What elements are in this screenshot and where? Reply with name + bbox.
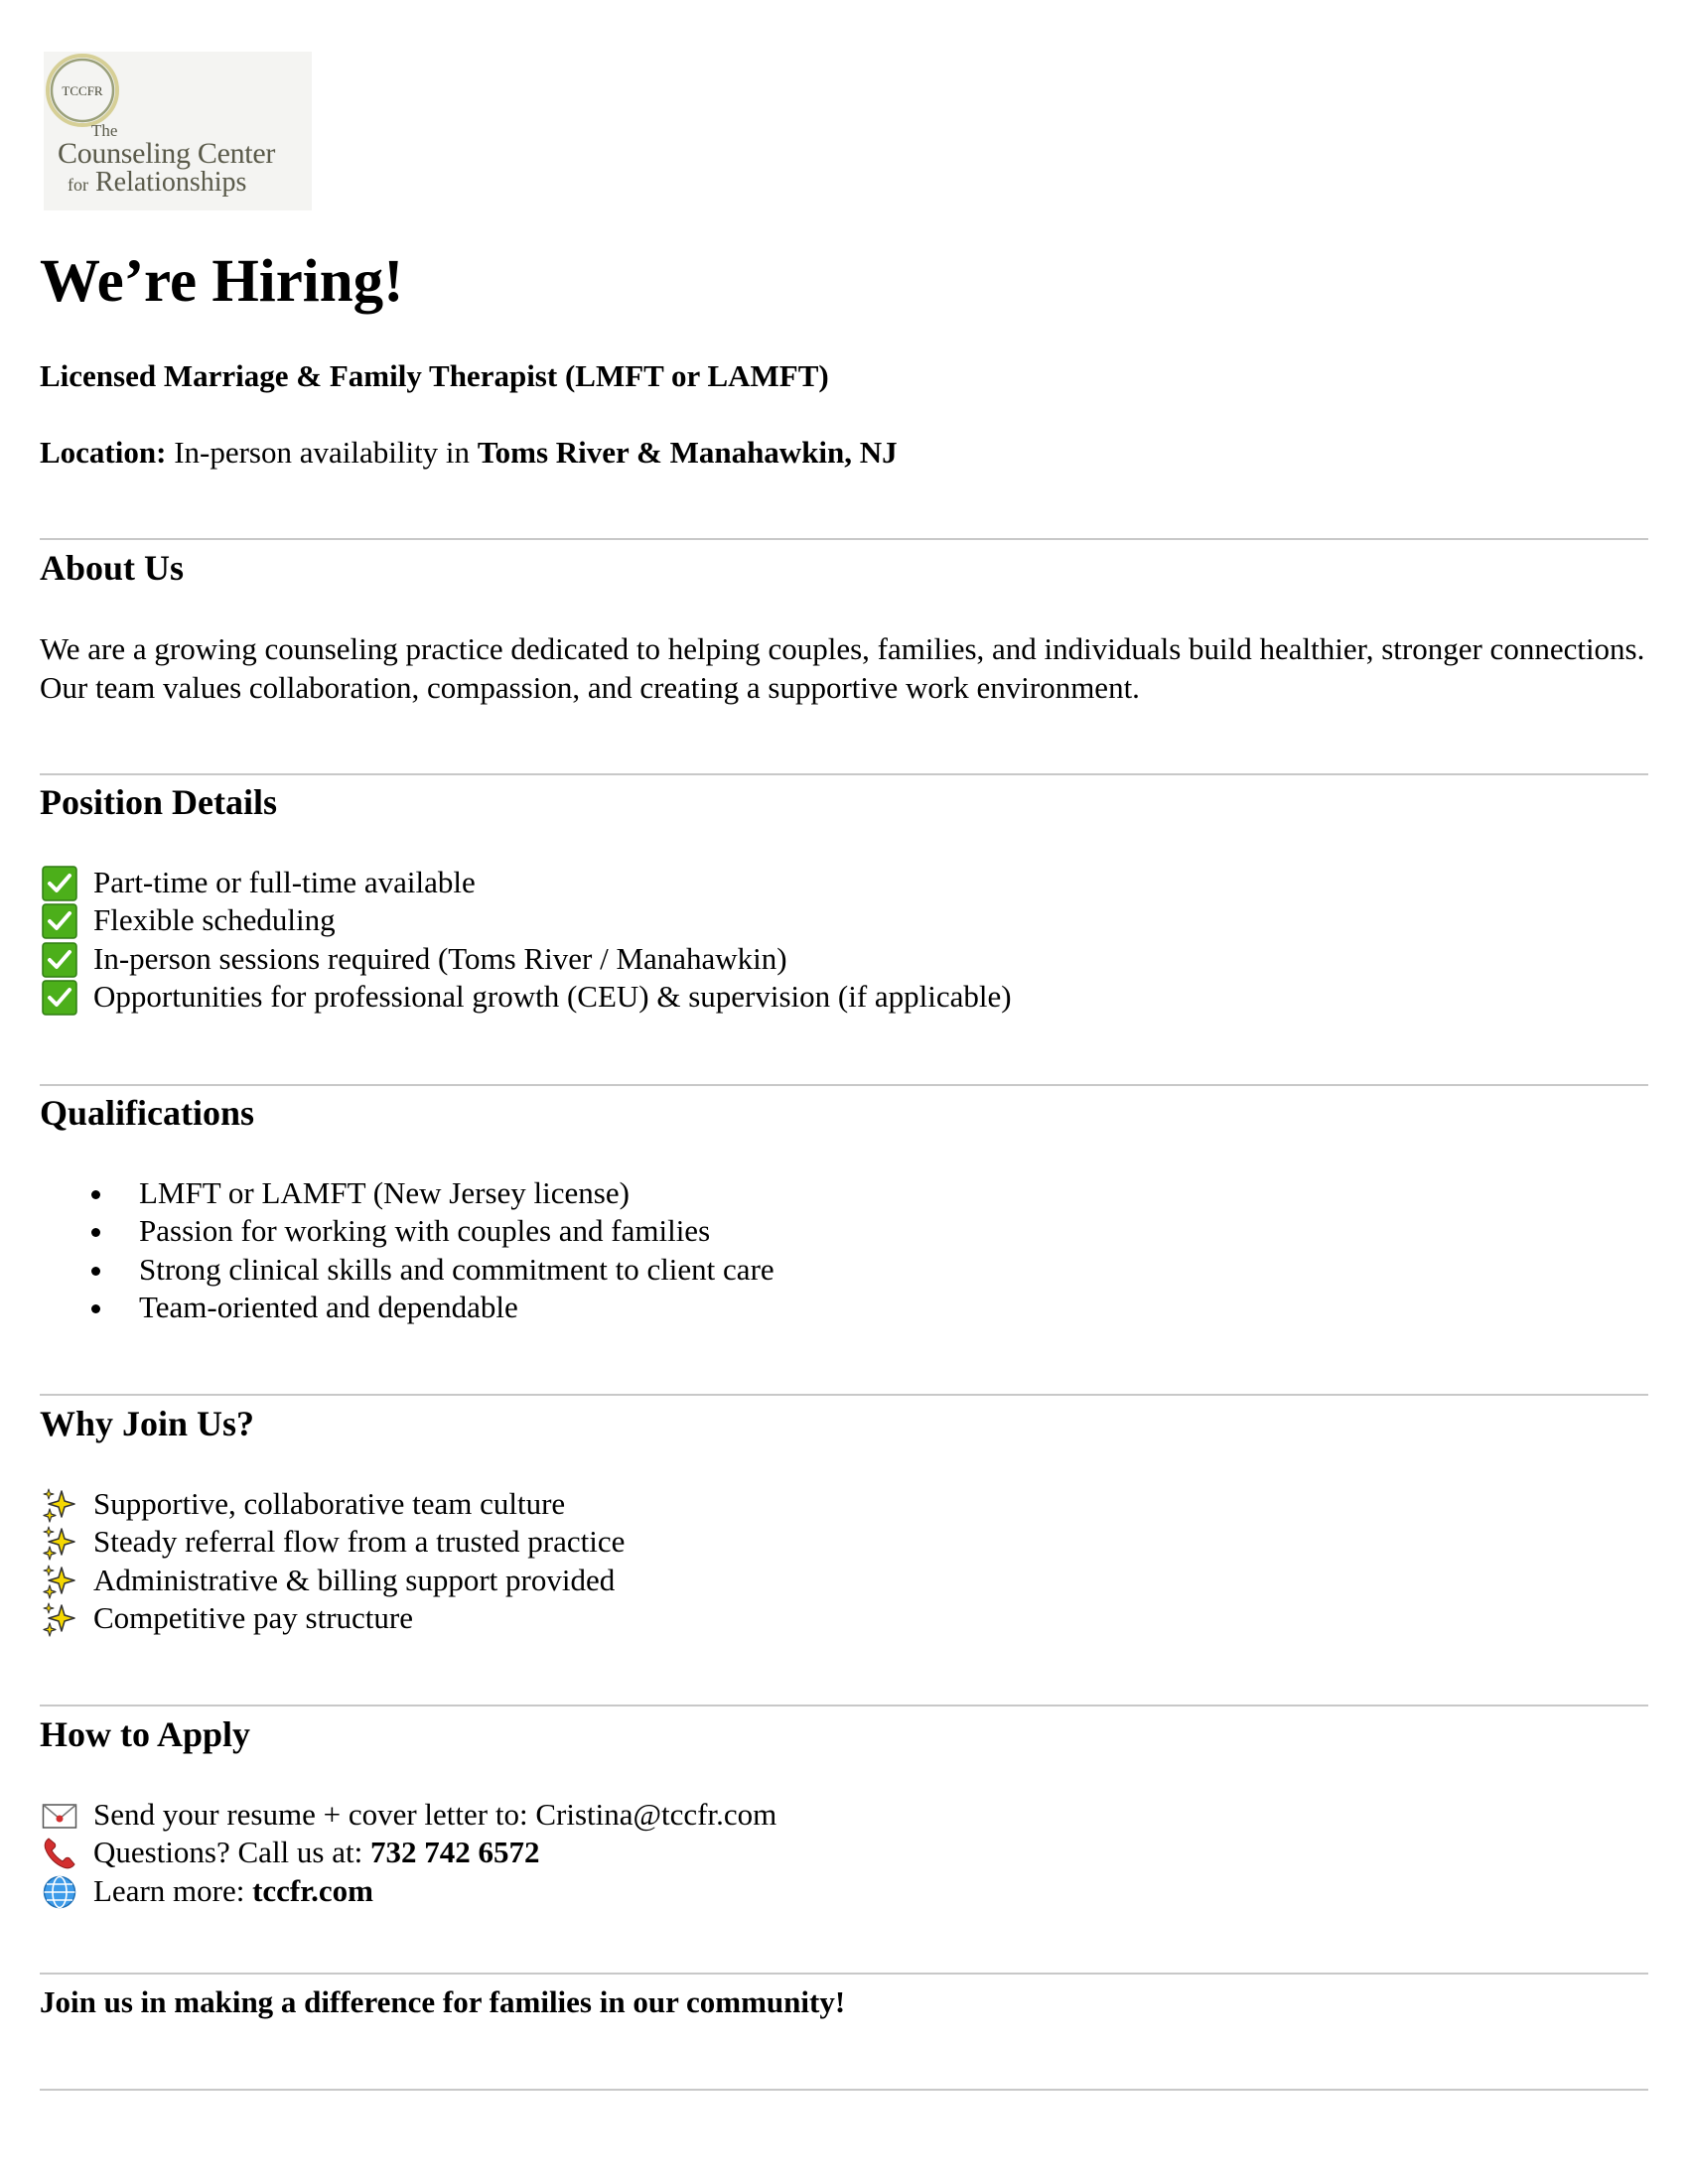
location-place: Toms River & Manahawkin, NJ (477, 435, 898, 470)
why-list (40, 1485, 625, 1638)
telephone-icon (42, 1836, 77, 1871)
page-title: We’re Hiring! (40, 248, 404, 315)
list-item: Competitive pay structure (40, 1599, 625, 1637)
position-heading: Position Details (40, 782, 277, 822)
divider (40, 1084, 1648, 1086)
divider (40, 1973, 1648, 1975)
divider (40, 1394, 1648, 1396)
list-item: Steady referral flow from a trusted practice (40, 1523, 625, 1561)
divider (40, 773, 1648, 775)
check-mark-icon (42, 980, 77, 1016)
divider (40, 2089, 1648, 2091)
list-item: Flexible scheduling (40, 901, 1012, 939)
logo-ring-icon (44, 52, 121, 129)
logo-line-3 (68, 167, 246, 199)
logo-ring-text: TCCFR (62, 83, 103, 98)
email-link[interactable]: Cristina@tccfr.com (535, 1797, 777, 1832)
location-text: In-person availability in (166, 435, 478, 470)
website-link[interactable]: tccfr.com (252, 1872, 374, 1908)
sparkles-icon (42, 1601, 77, 1637)
list-item: Questions? Call us at: 732 742 6572 (40, 1834, 776, 1871)
position-list (40, 864, 1012, 1017)
about-heading: About Us (40, 548, 185, 588)
sparkles-icon (42, 1564, 77, 1599)
list-item: Opportunities for professional growth (CEU) & supervision (if applicable) (40, 978, 1012, 1016)
phone-number[interactable]: 732 742 6572 (369, 1835, 540, 1870)
apply-list (40, 1796, 776, 1910)
qualifications-heading: Qualifications (40, 1093, 255, 1133)
bullet-icon (91, 1228, 100, 1237)
location-line (40, 434, 898, 472)
check-mark-icon (42, 866, 77, 901)
sparkles-icon (42, 1525, 77, 1561)
list-item: Learn more: tccfr.com (40, 1872, 776, 1910)
why-heading: Why Join Us? (40, 1404, 255, 1443)
logo-line-1: The (91, 121, 118, 140)
envelope-icon (42, 1798, 77, 1834)
bullet-icon (91, 1190, 100, 1199)
list-item: In-person sessions required (Toms River / Manahawkin) (40, 940, 1012, 978)
bullet-icon (91, 1267, 100, 1276)
sparkles-icon (42, 1487, 77, 1523)
list-item: Part-time or full-time available (40, 864, 1012, 901)
list-item: Strong clinical skills and commitment to client care (40, 1251, 774, 1289)
list-item: Administrative & billing support provided (40, 1562, 625, 1599)
job-title: Licensed Marriage & Family Therapist (LMFT or LAMFT) (40, 358, 829, 393)
list-item: Supportive, collaborative team culture (40, 1485, 625, 1523)
globe-icon (42, 1874, 77, 1910)
closing-statement: Join us in making a difference for families in our community! (40, 1984, 846, 2019)
company-logo (44, 52, 312, 210)
location-label: Location: (40, 435, 167, 470)
qualifications-list (40, 1174, 774, 1327)
divider (40, 538, 1648, 540)
list-item: LMFT or LAMFT (New Jersey license) (40, 1174, 774, 1212)
divider (40, 1705, 1648, 1706)
list-item: Passion for working with couples and families (40, 1212, 774, 1250)
list-item: Send your resume + cover letter to: Cristina@tccfr.com (40, 1796, 776, 1834)
check-mark-icon (42, 903, 77, 939)
bullet-icon (91, 1304, 100, 1313)
apply-heading: How to Apply (40, 1714, 251, 1754)
logo-line-3-main: Relationships (95, 167, 247, 198)
logo-line-3-small: for (68, 175, 88, 195)
logo-line-2: Counseling Center (58, 137, 276, 170)
about-body: We are a growing counseling practice dedicated to helping couples, families, and individuals build healthier, stronger connections. Our team values collaboration, compassion, and creating a supportive work environment. (40, 631, 1645, 705)
list-item: Team-oriented and dependable (40, 1289, 774, 1326)
check-mark-icon (42, 942, 77, 978)
